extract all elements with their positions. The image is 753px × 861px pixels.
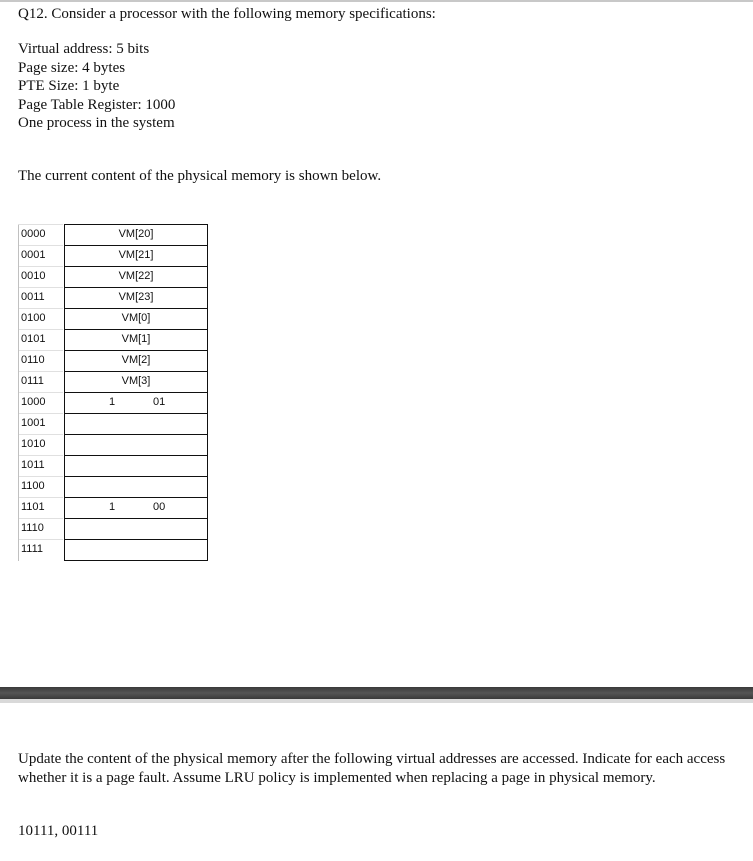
memory-cell (65, 246, 208, 267)
memory-address: 1000 (19, 393, 64, 414)
pte-frame-number: 01 (153, 396, 166, 408)
spec-page-table-register: Page Table Register: 1000 (18, 96, 176, 113)
memory-cell (65, 330, 208, 351)
memory-row (19, 288, 208, 309)
memory-cell (65, 435, 208, 456)
memory-cell (65, 498, 208, 519)
memory-cell (65, 540, 208, 561)
memory-address: 0000 (19, 225, 64, 246)
memory-cell (65, 519, 208, 540)
question-title: Q12. Consider a processor with the following memory specifications: (18, 6, 436, 22)
memory-cell-content: VM[21] (118, 249, 154, 261)
section-divider-shadow (0, 699, 753, 703)
memory-row (19, 372, 208, 393)
memory-address: 1100 (19, 477, 64, 498)
memory-address: 0111 (19, 372, 64, 393)
memory-cell-content: VM[22] (118, 270, 154, 282)
memory-row (19, 351, 208, 372)
memory-cell (65, 351, 208, 372)
spec-page-size: Page size: 4 bytes (18, 59, 126, 76)
memory-address: 0100 (19, 309, 64, 330)
physical-memory-table (18, 224, 208, 561)
memory-cell (65, 267, 208, 288)
memory-address: 0001 (19, 246, 64, 267)
top-border (0, 0, 753, 2)
memory-row (19, 519, 208, 540)
memory-address: 1110 (19, 519, 64, 540)
memory-cell (65, 477, 208, 498)
memory-cell-content: VM[2] (121, 354, 151, 366)
memory-address: 0010 (19, 267, 64, 288)
memory-row (19, 309, 208, 330)
memory-address: 1010 (19, 435, 64, 456)
memory-address: 1111 (19, 540, 64, 561)
specifications-list (18, 40, 175, 133)
memory-cell (65, 225, 208, 246)
memory-cell (65, 456, 208, 477)
memory-cell (65, 414, 208, 435)
memory-cell-content: VM[20] (118, 228, 154, 240)
memory-address: 0110 (19, 351, 64, 372)
memory-cell-content: VM[1] (121, 333, 151, 345)
memory-cell (65, 288, 208, 309)
pte-frame-number: 00 (153, 501, 166, 513)
memory-row (19, 393, 208, 414)
memory-row (19, 267, 208, 288)
memory-intro: The current content of the physical memory is shown below. (18, 168, 382, 184)
memory-row (19, 498, 208, 519)
memory-row (19, 225, 208, 246)
memory-address: 0101 (19, 330, 64, 351)
pte-valid-bit: 1 (109, 501, 116, 513)
spec-pte-size: PTE Size: 1 byte (18, 78, 120, 94)
memory-cell-content: VM[23] (118, 291, 154, 303)
pte-valid-bit: 1 (109, 396, 116, 408)
memory-address: 1101 (19, 498, 64, 519)
spec-process-count: One process in the system (18, 115, 175, 131)
memory-cell (65, 393, 208, 414)
memory-cell (65, 372, 208, 393)
memory-cell-content: VM[3] (121, 375, 151, 387)
memory-row (19, 330, 208, 351)
memory-address: 0011 (19, 288, 64, 309)
memory-row (19, 246, 208, 267)
memory-row (19, 540, 208, 561)
memory-cell (65, 309, 208, 330)
memory-row (19, 456, 208, 477)
section-divider (0, 687, 753, 699)
spec-virtual-address: Virtual address: 5 bits (18, 41, 150, 57)
task-instructions: Update the content of the physical memory after the following virtual addresses are accessed. Indicate for each access whether it is a page fault. Assume LRU policy is implemented when replacing a page in physical memory. (18, 751, 726, 786)
memory-cell-content: VM[0] (121, 312, 151, 324)
accessed-addresses: 10111, 00111 (18, 823, 99, 839)
memory-address: 1001 (19, 414, 64, 435)
memory-row (19, 435, 208, 456)
memory-row (19, 477, 208, 498)
memory-address: 1011 (19, 456, 64, 477)
memory-row (19, 414, 208, 435)
